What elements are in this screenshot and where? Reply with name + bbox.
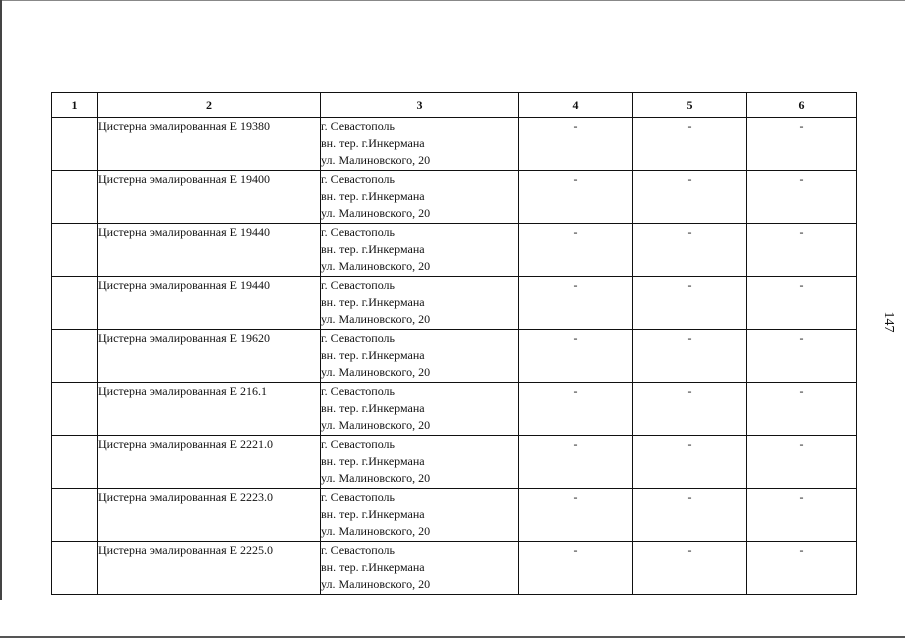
inventory-table bbox=[51, 92, 857, 595]
address-line: г. Севастополь bbox=[321, 278, 396, 292]
table-row bbox=[52, 542, 857, 595]
value-cell-col-5: - bbox=[633, 118, 747, 171]
value-cell-col-6: - bbox=[747, 171, 857, 224]
address-line: ул. Малиновского, 20 bbox=[321, 153, 431, 167]
value-cell-col-5: - bbox=[633, 489, 747, 542]
row-number-cell bbox=[52, 277, 98, 330]
table-row bbox=[52, 171, 857, 224]
address-line: вн. тер. г.Инкермана bbox=[321, 242, 425, 256]
value-cell-col-5: - bbox=[633, 330, 747, 383]
value-cell-col-6: - bbox=[747, 542, 857, 595]
table-row bbox=[52, 277, 857, 330]
item-name-cell: Цистерна эмалированная Е 19400 bbox=[98, 171, 321, 224]
value-cell-col-5: - bbox=[633, 542, 747, 595]
address-cell bbox=[321, 277, 519, 330]
item-name-cell: Цистерна эмалированная Е 2223.0 bbox=[98, 489, 321, 542]
address-line: г. Севастополь bbox=[321, 490, 396, 504]
address-line: вн. тер. г.Инкермана bbox=[321, 507, 425, 521]
value-cell-col-6: - bbox=[747, 330, 857, 383]
item-name-cell: Цистерна эмалированная Е 19620 bbox=[98, 330, 321, 383]
value-cell-col-4: - bbox=[519, 224, 633, 277]
row-number-cell bbox=[52, 330, 98, 383]
value-cell-col-4: - bbox=[519, 118, 633, 171]
row-number-cell bbox=[52, 171, 98, 224]
address-line: г. Севастополь bbox=[321, 543, 396, 557]
address-cell bbox=[321, 436, 519, 489]
address-cell bbox=[321, 383, 519, 436]
row-number-cell bbox=[52, 489, 98, 542]
value-cell-col-6: - bbox=[747, 383, 857, 436]
address-line: г. Севастополь bbox=[321, 119, 396, 133]
table-row bbox=[52, 224, 857, 277]
header-col-5: 5 bbox=[633, 93, 747, 118]
value-cell-col-6: - bbox=[747, 489, 857, 542]
table-row bbox=[52, 330, 857, 383]
header-col-2: 2 bbox=[98, 93, 321, 118]
address-line: ул. Малиновского, 20 bbox=[321, 524, 431, 538]
address-cell bbox=[321, 542, 519, 595]
value-cell-col-6: - bbox=[747, 277, 857, 330]
address-line: г. Севастополь bbox=[321, 172, 396, 186]
value-cell-col-4: - bbox=[519, 542, 633, 595]
address-line: ул. Малиновского, 20 bbox=[321, 312, 431, 326]
row-number-cell bbox=[52, 436, 98, 489]
value-cell-col-6: - bbox=[747, 224, 857, 277]
address-line: вн. тер. г.Инкермана bbox=[321, 136, 425, 150]
row-number-cell bbox=[52, 224, 98, 277]
header-col-3: 3 bbox=[321, 93, 519, 118]
address-line: вн. тер. г.Инкермана bbox=[321, 295, 425, 309]
page-number: 147 bbox=[881, 311, 896, 333]
address-line: ул. Малиновского, 20 bbox=[321, 206, 431, 220]
item-name-cell: Цистерна эмалированная Е 19440 bbox=[98, 277, 321, 330]
value-cell-col-5: - bbox=[633, 224, 747, 277]
value-cell-col-4: - bbox=[519, 383, 633, 436]
address-cell bbox=[321, 118, 519, 171]
value-cell-col-4: - bbox=[519, 330, 633, 383]
value-cell-col-4: - bbox=[519, 277, 633, 330]
value-cell-col-6: - bbox=[747, 118, 857, 171]
address-line: ул. Малиновского, 20 bbox=[321, 577, 431, 591]
table-row bbox=[52, 118, 857, 171]
header-col-1: 1 bbox=[52, 93, 98, 118]
row-number-cell bbox=[52, 383, 98, 436]
address-line: г. Севастополь bbox=[321, 225, 396, 239]
address-cell bbox=[321, 224, 519, 277]
value-cell-col-5: - bbox=[633, 436, 747, 489]
item-name-cell: Цистерна эмалированная Е 19440 bbox=[98, 224, 321, 277]
table-row bbox=[52, 489, 857, 542]
address-line: ул. Малиновского, 20 bbox=[321, 471, 431, 485]
row-number-cell bbox=[52, 542, 98, 595]
table-row bbox=[52, 436, 857, 489]
item-name-cell: Цистерна эмалированная Е 216.1 bbox=[98, 383, 321, 436]
item-name-cell: Цистерна эмалированная Е 2221.0 bbox=[98, 436, 321, 489]
scan-top-edge bbox=[0, 0, 905, 1]
address-line: вн. тер. г.Инкермана bbox=[321, 454, 425, 468]
address-line: ул. Малиновского, 20 bbox=[321, 259, 431, 273]
address-line: вн. тер. г.Инкермана bbox=[321, 189, 425, 203]
row-number-cell bbox=[52, 118, 98, 171]
address-line: вн. тер. г.Инкермана bbox=[321, 560, 425, 574]
address-line: вн. тер. г.Инкермана bbox=[321, 401, 425, 415]
value-cell-col-6: - bbox=[747, 436, 857, 489]
address-cell bbox=[321, 489, 519, 542]
address-line: г. Севастополь bbox=[321, 384, 396, 398]
value-cell-col-5: - bbox=[633, 171, 747, 224]
address-line: вн. тер. г.Инкермана bbox=[321, 348, 425, 362]
item-name-cell: Цистерна эмалированная Е 2225.0 bbox=[98, 542, 321, 595]
address-line: ул. Малиновского, 20 bbox=[321, 418, 431, 432]
header-col-4: 4 bbox=[519, 93, 633, 118]
value-cell-col-4: - bbox=[519, 171, 633, 224]
header-row bbox=[52, 93, 857, 118]
scan-left-edge bbox=[0, 0, 2, 600]
address-cell bbox=[321, 171, 519, 224]
address-line: ул. Малиновского, 20 bbox=[321, 365, 431, 379]
value-cell-col-5: - bbox=[633, 277, 747, 330]
table-row bbox=[52, 383, 857, 436]
scan-bottom-edge bbox=[0, 636, 905, 638]
header-col-6: 6 bbox=[747, 93, 857, 118]
value-cell-col-4: - bbox=[519, 436, 633, 489]
table-body bbox=[52, 118, 857, 595]
address-line: г. Севастополь bbox=[321, 331, 396, 345]
value-cell-col-4: - bbox=[519, 489, 633, 542]
item-name-cell: Цистерна эмалированная Е 19380 bbox=[98, 118, 321, 171]
value-cell-col-5: - bbox=[633, 383, 747, 436]
address-cell bbox=[321, 330, 519, 383]
address-line: г. Севастополь bbox=[321, 437, 396, 451]
